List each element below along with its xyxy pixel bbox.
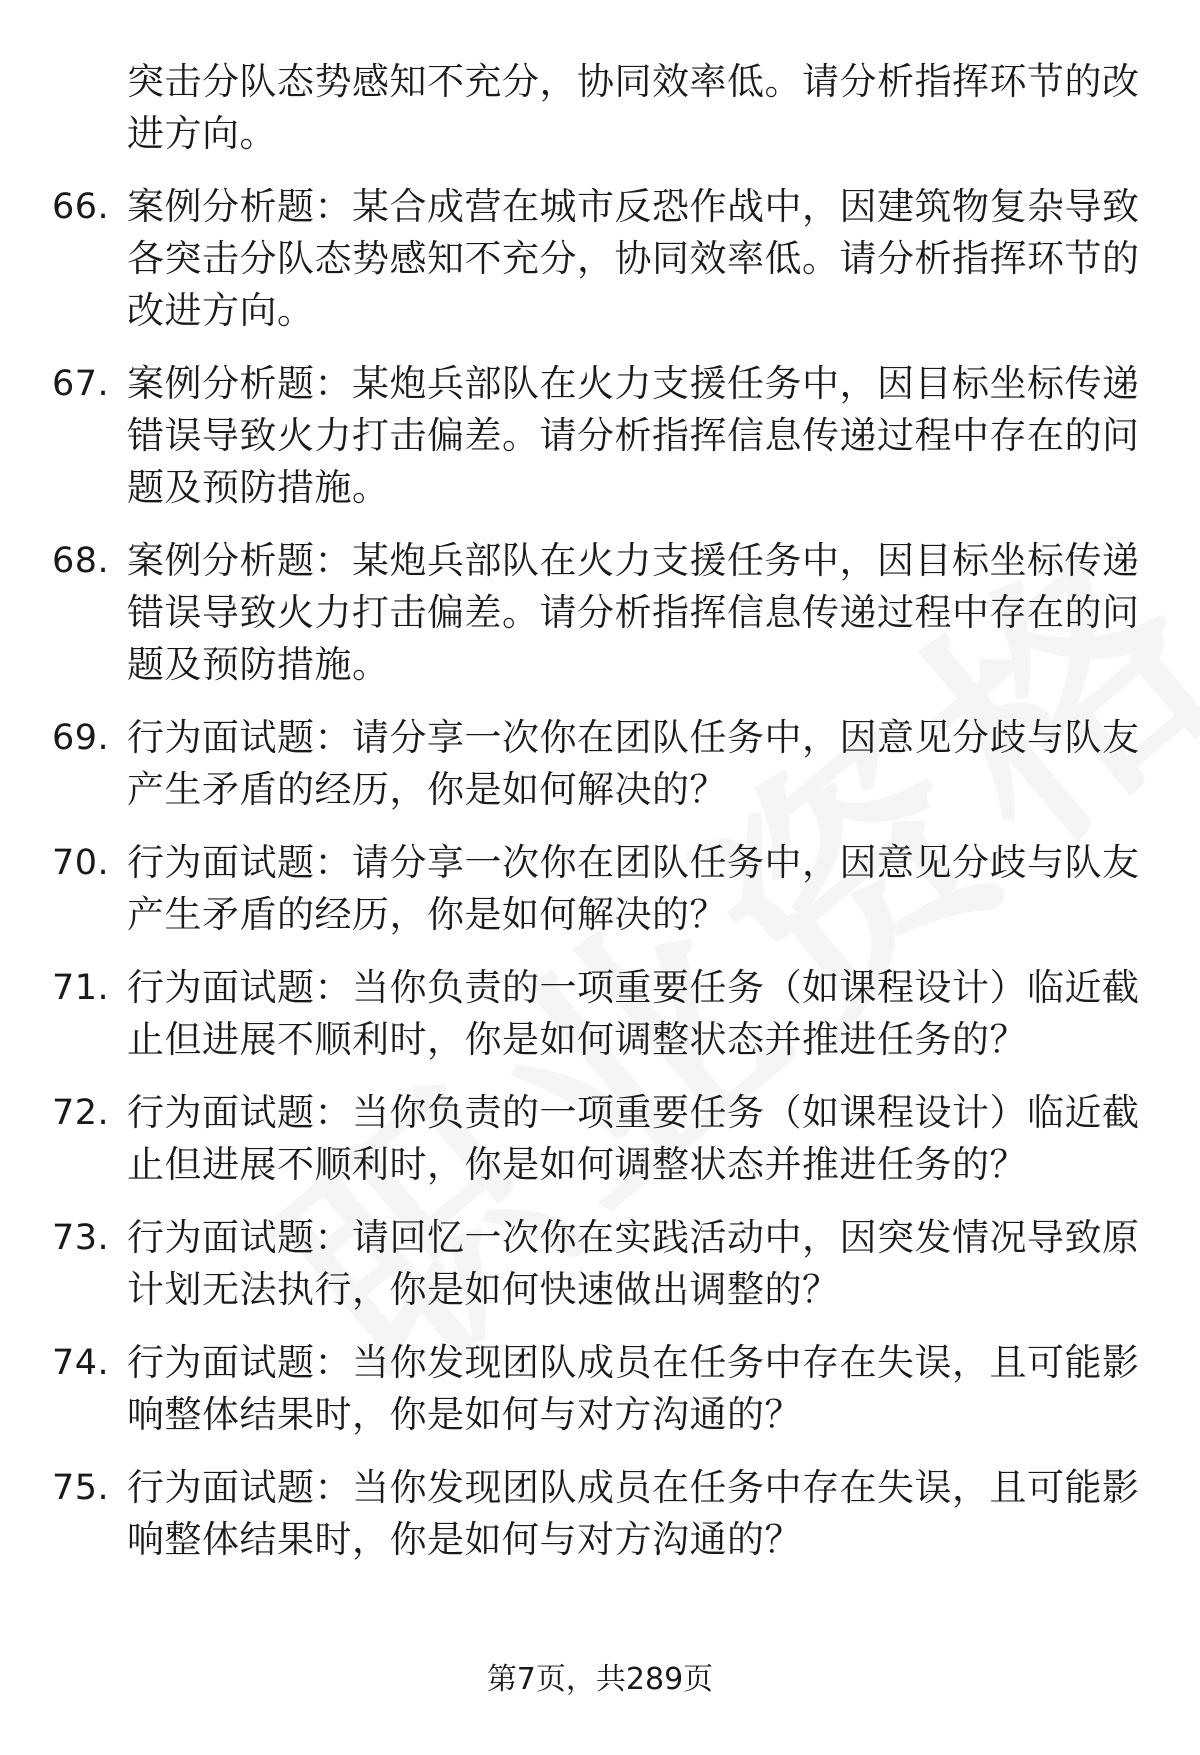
- item-number: 67.: [52, 364, 110, 404]
- item-number: 68.: [52, 541, 110, 581]
- item-number: 75.: [52, 1468, 110, 1508]
- item-number: 70.: [52, 843, 110, 883]
- list-item: [52, 1337, 1142, 1441]
- list-item: [52, 962, 1142, 1066]
- item-text: 行为面试题：当你发现团队成员在任务中存在失误，且可能影响整体结果时，你是如何与对方沟通的？: [127, 1466, 1140, 1561]
- item-number: 69.: [52, 718, 110, 758]
- item-text: 行为面试题：请分享一次你在团队任务中，因意见分歧与队友产生矛盾的经历，你是如何解决的？: [127, 841, 1140, 936]
- item-text: 行为面试题：当你负责的一项重要任务（如课程设计）临近截止但进展不顺利时，你是如何调整状态并推进任务的？: [127, 966, 1140, 1061]
- item-text: 行为面试题：请分享一次你在团队任务中，因意见分歧与队友产生矛盾的经历，你是如何解决的？: [127, 716, 1140, 811]
- item-number: 71.: [52, 968, 110, 1008]
- question-list: [52, 56, 1142, 1587]
- page-number-footer: 第7页，共289页: [486, 1662, 714, 1697]
- list-item: [52, 535, 1142, 691]
- item-text: 案例分析题：某合成营在城市反恐作战中，因建筑物复杂导致各突击分队态势感知不充分，协同效率低。请分析指挥环节的改进方向。: [127, 185, 1140, 332]
- item-number: 74.: [52, 1343, 110, 1383]
- list-item: [52, 181, 1142, 337]
- item-text: 行为面试题：请回忆一次你在实践活动中，因突发情况导致原计划无法执行，你是如何快速做出调整的？: [127, 1216, 1140, 1311]
- list-item: [52, 1462, 1142, 1566]
- item-text: 案例分析题：某炮兵部队在火力支援任务中，因目标坐标传递错误导致火力打击偏差。请分析指挥信息传递过程中存在的问题及预防措施。: [127, 362, 1140, 509]
- item-number: 73.: [52, 1218, 110, 1258]
- list-item: [52, 358, 1142, 514]
- item-number: 72.: [52, 1093, 110, 1133]
- item-text: 案例分析题：某炮兵部队在火力支援任务中，因目标坐标传递错误导致火力打击偏差。请分析指挥信息传递过程中存在的问题及预防措施。: [127, 539, 1140, 686]
- item-number: 66.: [52, 187, 110, 227]
- list-item: [52, 712, 1142, 816]
- list-item: [52, 1087, 1142, 1191]
- list-item: [52, 837, 1142, 941]
- continued-question-text: 突击分队态势感知不充分，协同效率低。请分析指挥环节的改进方向。: [127, 60, 1140, 155]
- list-item: [52, 1212, 1142, 1316]
- item-text: 行为面试题：当你负责的一项重要任务（如课程设计）临近截止但进展不顺利时，你是如何调整状态并推进任务的？: [127, 1091, 1140, 1186]
- item-text: 行为面试题：当你发现团队成员在任务中存在失误，且可能影响整体结果时，你是如何与对方沟通的？: [127, 1341, 1140, 1436]
